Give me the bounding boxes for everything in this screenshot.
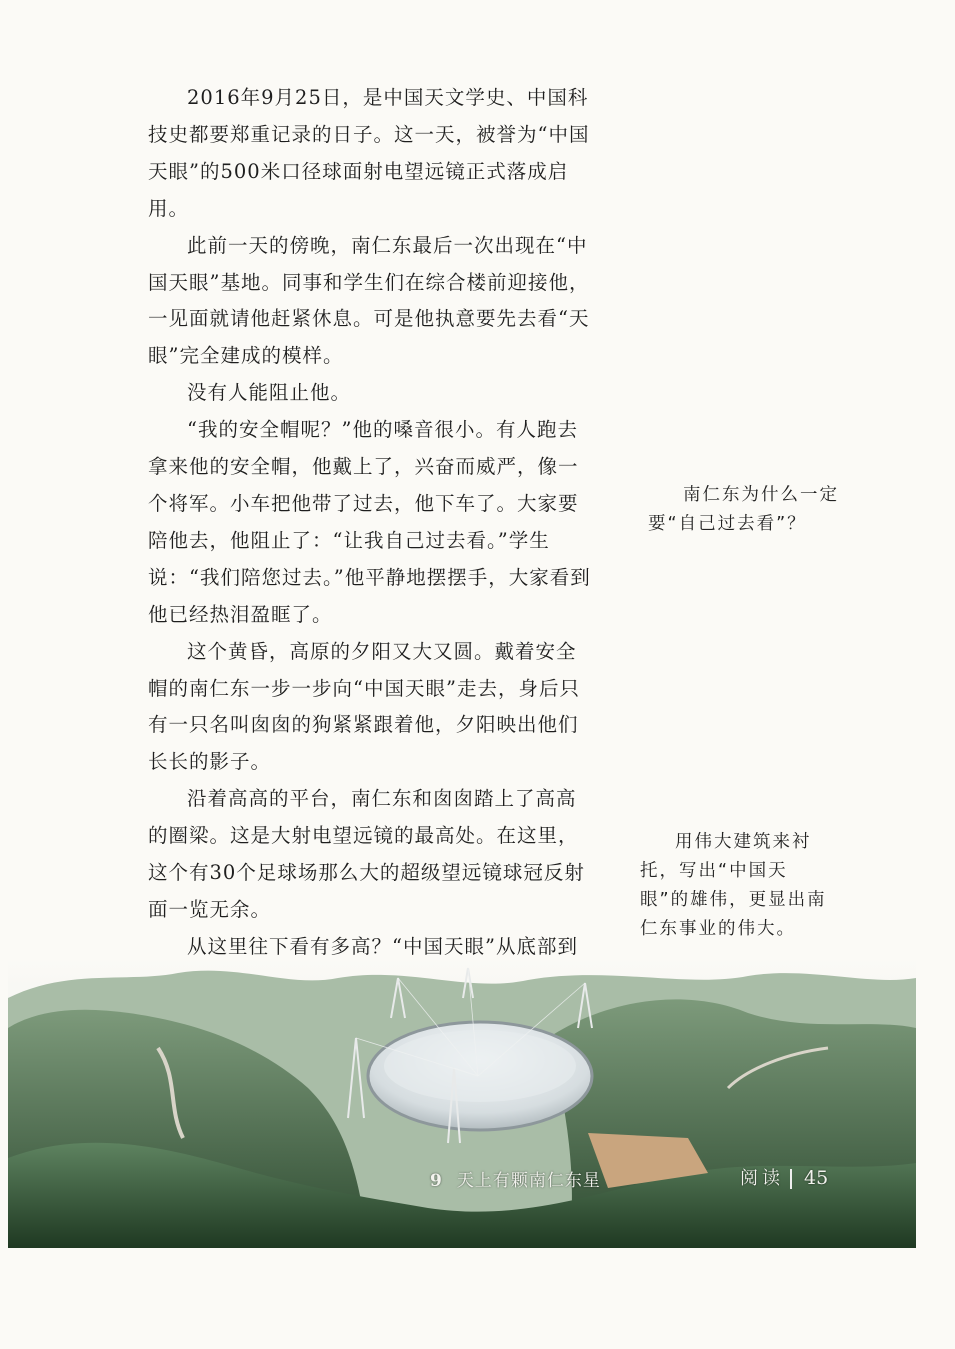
paragraph-5: 这个黄昏，高原的夕阳又大又圆。戴着安全帽的南仁东一步一步向“中国天眼”走去，身后只有一只名叫囱囱的狗紧紧跟着他，夕阳映出他们长长的影子。	[148, 639, 580, 774]
page-number: 45	[804, 1167, 829, 1189]
lesson-title: 天上有颗南仁东星	[456, 1171, 601, 1191]
margin-note-2	[640, 828, 836, 944]
footer-lesson	[430, 1166, 601, 1191]
footer-divider	[790, 1169, 792, 1189]
margin-note-2-text: 用伟大建筑来衬托，写出“中国天眼”的雄伟，更显出南仁东事业的伟大。	[640, 832, 827, 939]
paragraph-1: 2016年9月25日，是中国天文学史、中国科技史都要郑重记录的日子。这一天，被誉为“中国天眼”的500米口径球面射电望远镜正式落成启用。	[148, 86, 590, 220]
lesson-number: 9	[430, 1171, 443, 1191]
fast-telescope-photo	[8, 958, 916, 1248]
margin-note-1-text: 南仁东为什么一定要“自己过去看”？	[648, 485, 839, 534]
paragraph-3: 没有人能阻止他。	[187, 381, 352, 405]
margin-note-1	[648, 481, 844, 539]
main-text	[148, 80, 596, 1040]
footer-page	[740, 1164, 828, 1190]
section-label: 阅读	[740, 1168, 784, 1189]
paragraph-6: 沿着高高的平台，南仁东和囱囱踏上了高高的圈梁。这是大射电望远镜的最高处。在这里，这个有30个足球场那么大的超级望远镜球冠反射面一览无余。	[148, 787, 585, 921]
paragraph-2: 此前一天的傍晚，南仁东最后一次出现在“中国天眼”基地。同事和学生们在综合楼前迎接他，一见面就请他赶紧休息。可是他执意要先去看“天眼”完全建成的模样。	[148, 233, 590, 368]
paragraph-7: 从这里往下看有多高？“中国天眼”从底部到	[187, 934, 578, 958]
paragraph-4: “我的安全帽呢？”他的嗓音很小。有人跑去拿来他的安全帽，他戴上了，兴奋而威严，像一个将军。小车把他带了过去，他下车了。大家要陪他去，他阻止了：“让我自己过去看。”学生说：“我们陪您过去。”他平静地摆摆手，大家看到他已经热泪盈眶了。	[148, 418, 591, 626]
